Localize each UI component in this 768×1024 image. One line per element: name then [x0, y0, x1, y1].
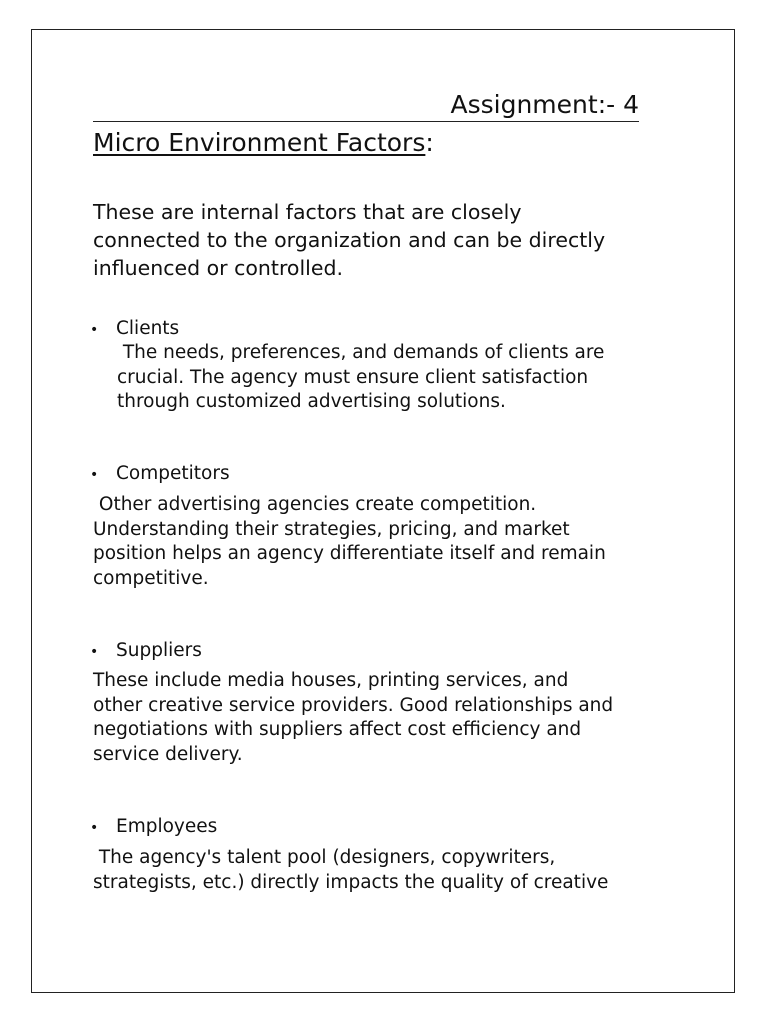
- bullet-dot: •: [90, 322, 99, 338]
- factor-name: Clients: [116, 318, 180, 339]
- intro-paragraph: These are internal factors that are closely connected to the organization and can be directly influenced or controlled.: [93, 200, 606, 280]
- section-title-colon: :: [425, 128, 434, 157]
- factor-name: Employees: [116, 816, 218, 837]
- section-title: Micro Environment Factors: [93, 128, 426, 157]
- factor-bullet-clients: [90, 316, 179, 343]
- factor-name: Competitors: [116, 463, 230, 484]
- factor-bullet-competitors: [90, 461, 230, 488]
- factor-bullet-employees: [90, 814, 217, 841]
- bullet-dot: •: [90, 644, 99, 660]
- bullet-dot: •: [90, 467, 99, 483]
- factor-description-competitors: Other advertising agencies create competition. Understanding their strategies, pricing, and market position helps an agency differentiate itself and remain competitive.: [93, 494, 606, 589]
- factor-bullet-suppliers: [90, 638, 202, 665]
- factor-description-clients: The needs, preferences, and demands of clients are crucial. The agency must ensure client satisfaction through customized advertising solutions.: [117, 342, 605, 413]
- factor-description-employees: The agency's talent pool (designers, copywriters, strategists, etc.) directly impacts the quality of creative: [93, 847, 609, 893]
- factor-name: Suppliers: [116, 640, 202, 661]
- document-page: [31, 29, 735, 993]
- bullet-dot: •: [90, 820, 99, 836]
- section-heading: [93, 126, 434, 160]
- factor-description-suppliers: These include media houses, printing services, and other creative service providers. Good relationships and negotiations with suppliers affect cost efficiency and service delivery.: [93, 670, 614, 765]
- assignment-heading: Assignment:- 4: [93, 88, 639, 122]
